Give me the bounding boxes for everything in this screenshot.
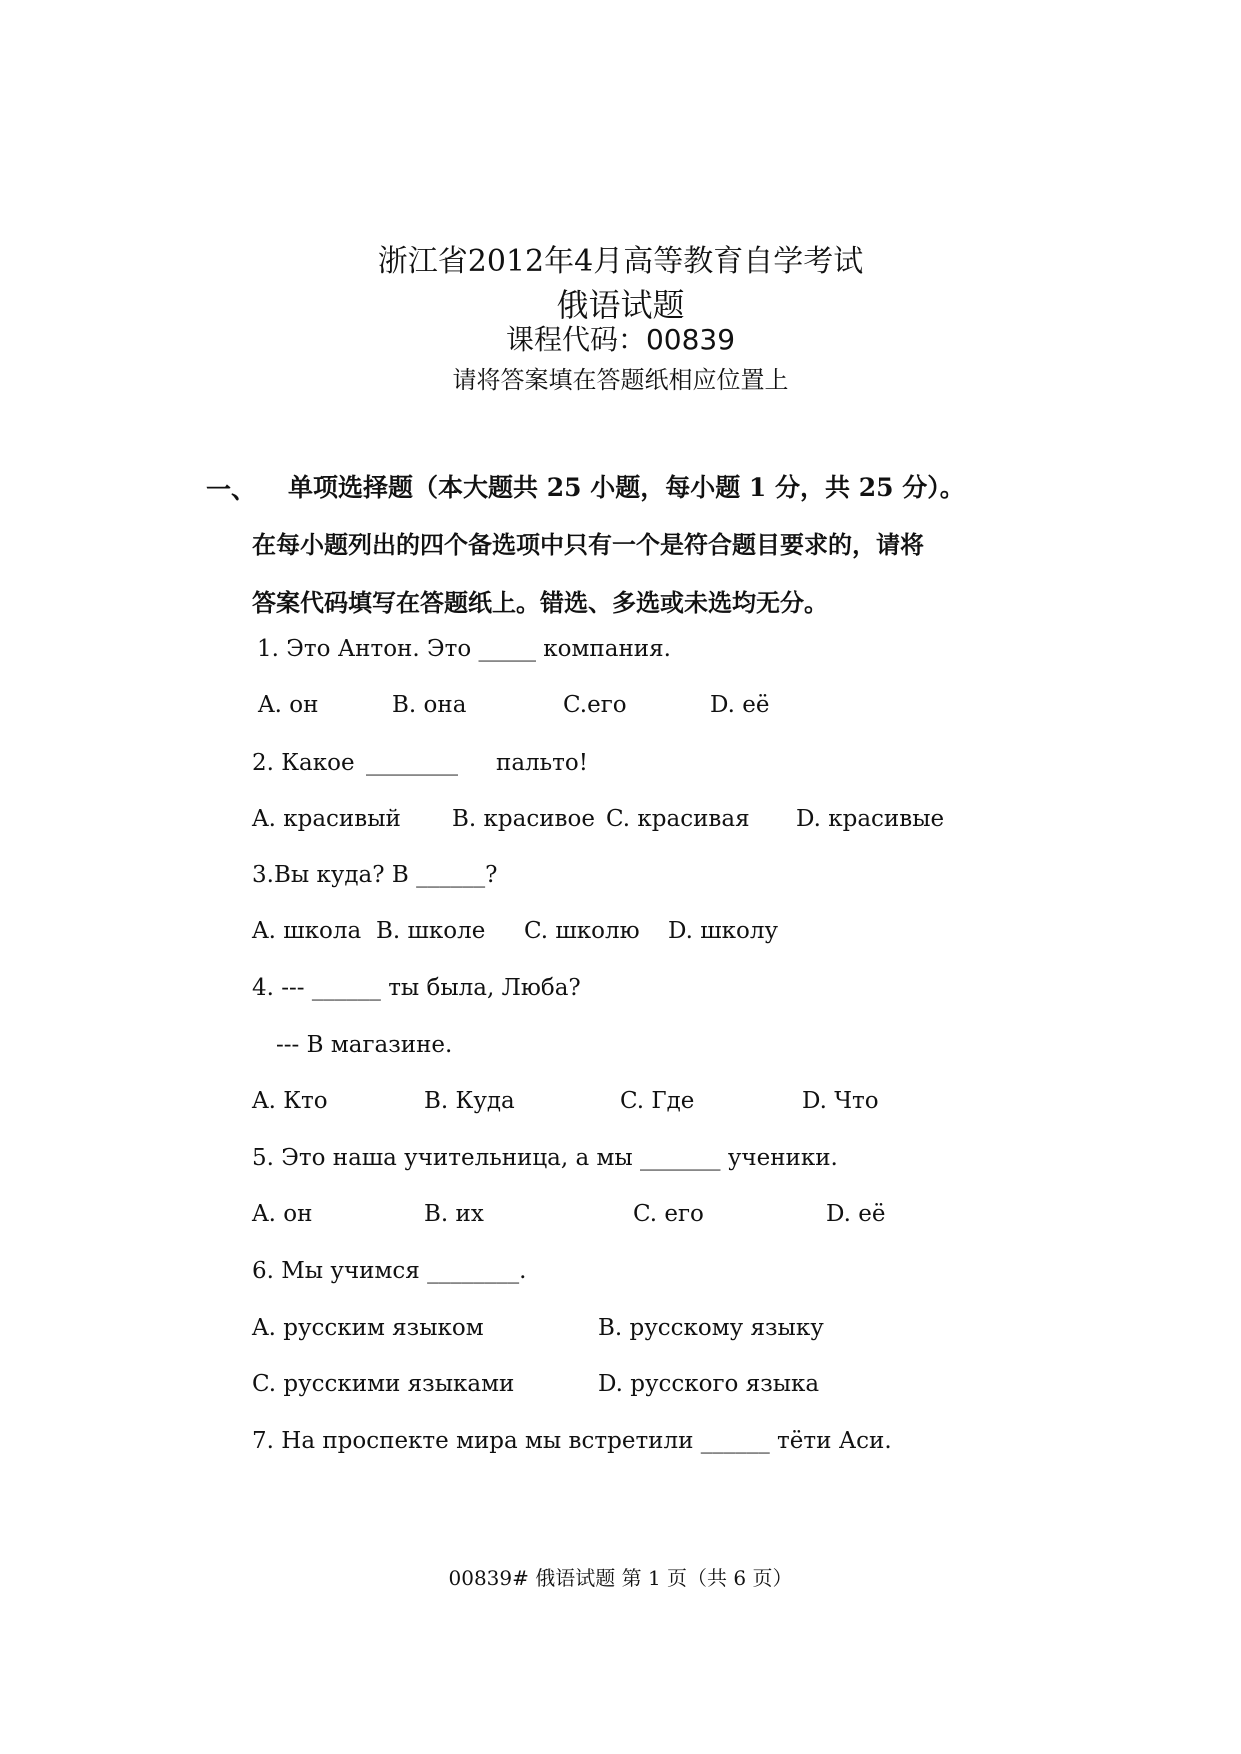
question-3-option-b: B. школе bbox=[376, 918, 486, 944]
section-instruction-line2: 答案代码填写在答题纸上。错选、多选或未选均无分。 bbox=[252, 588, 828, 617]
question-7-stem: 7. На проспекте мира мы встретили ______ тёти Аси. bbox=[252, 1428, 892, 1454]
question-4-option-b: B. Куда bbox=[424, 1088, 515, 1114]
question-1-stem: 1. Это Антон. Это _____ компания. bbox=[257, 636, 671, 662]
question-6-option-a: A. русским языком bbox=[252, 1315, 484, 1341]
answer-note: 请将答案填在答题纸相应位置上 bbox=[452, 366, 789, 394]
question-5-option-d: D. её bbox=[826, 1201, 886, 1227]
question-2-stem-end: пальто! bbox=[496, 750, 588, 776]
question-5-stem: 5. Это наша учительница, а мы _______ ученики. bbox=[252, 1145, 838, 1171]
course-code: 课程代码：00839 bbox=[505, 323, 736, 356]
exam-title: 浙江省2012年4月高等教育自学考试 bbox=[377, 244, 864, 279]
question-1-option-a: A. он bbox=[258, 692, 319, 718]
question-3-option-c: C. школю bbox=[524, 918, 640, 944]
section-number: 一、 bbox=[206, 475, 257, 504]
page-footer: 00839# 俄语试题 第 1 页（共 6 页） bbox=[448, 1566, 793, 1590]
question-5-option-a: A. он bbox=[252, 1201, 313, 1227]
section-title: 单项选择题（本大题共 25 小题，每小题 1 分，共 25 分）。 bbox=[288, 473, 965, 502]
question-2-option-c: C. красивая bbox=[606, 806, 750, 832]
question-6-option-d: D. русского языка bbox=[598, 1371, 820, 1397]
question-2-stem-start: 2. Какое bbox=[252, 750, 355, 776]
question-5-option-c: C. его bbox=[633, 1201, 704, 1227]
question-4-reply: --- В магазине. bbox=[276, 1032, 453, 1058]
question-2-option-d: D. красивые bbox=[796, 806, 945, 832]
section-instruction-line1: 在每小题列出的四个备选项中只有一个是符合题目要求的，请将 bbox=[252, 530, 924, 559]
question-4-option-c: C. Где bbox=[620, 1088, 695, 1114]
question-4-option-d: D. Что bbox=[802, 1088, 879, 1114]
question-2-blank: ________ bbox=[366, 750, 458, 776]
subject-title: 俄语试题 bbox=[556, 286, 685, 324]
question-6-option-c: C. русскими языками bbox=[252, 1371, 515, 1397]
question-3-option-d: D. школу bbox=[668, 918, 778, 944]
question-6-option-b: B. русскому языку bbox=[598, 1315, 824, 1341]
question-5-option-b: B. их bbox=[424, 1201, 484, 1227]
question-6-stem: 6. Мы учимся ________. bbox=[252, 1258, 527, 1284]
question-2-option-b: B. красивое bbox=[452, 806, 595, 832]
question-3-option-a: A. школа bbox=[252, 918, 362, 944]
question-2-option-a: A. красивый bbox=[252, 806, 401, 832]
question-3-stem: 3.Вы куда? В ______? bbox=[252, 862, 498, 888]
question-1-option-d: D. её bbox=[710, 692, 770, 718]
question-4-stem: 4. --- ______ ты была, Люба? bbox=[252, 975, 581, 1001]
question-1-option-c: C.его bbox=[563, 692, 627, 718]
question-4-option-a: A. Кто bbox=[252, 1088, 328, 1114]
question-1-option-b: B. она bbox=[392, 692, 467, 718]
